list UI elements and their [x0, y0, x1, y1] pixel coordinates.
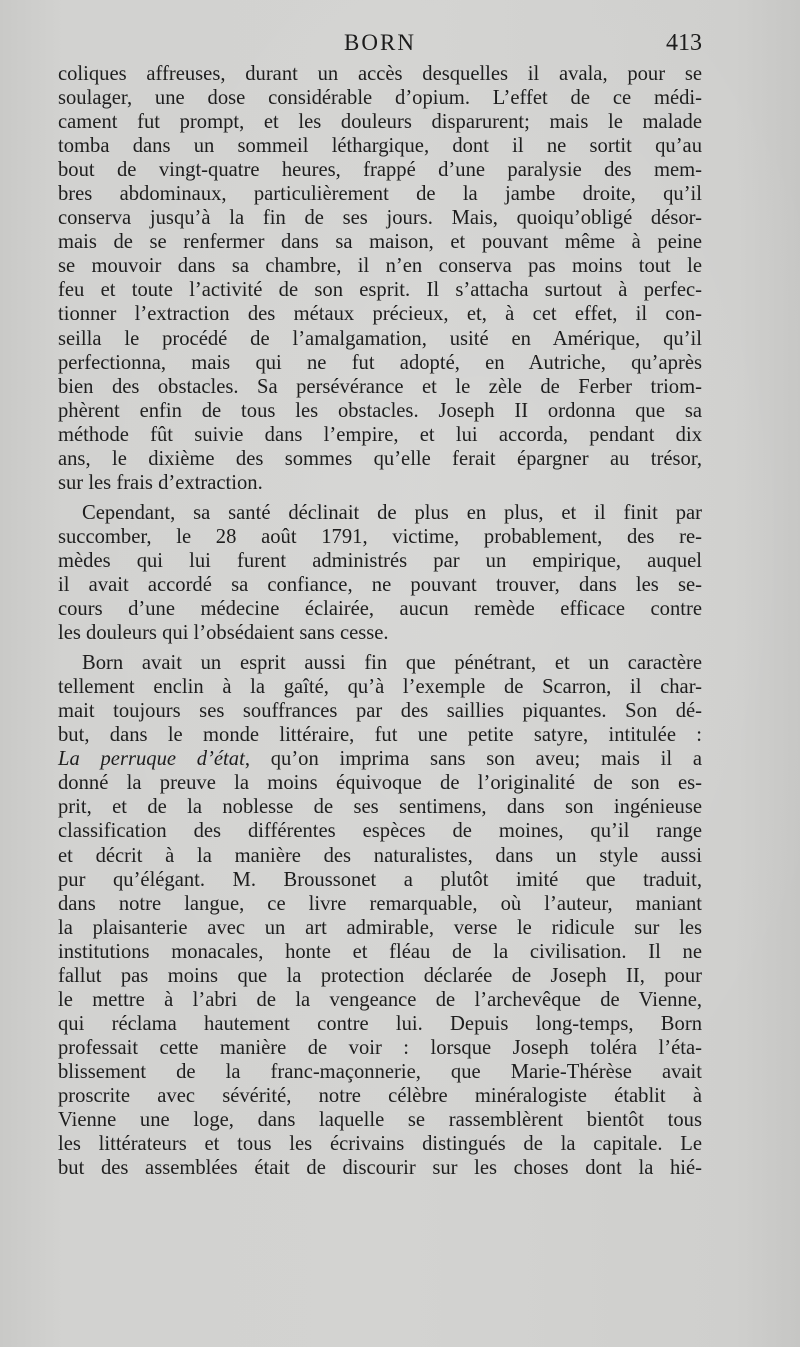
text-line: prit, et de la noblesse de ses sentimens, dans son ingénieuse — [58, 796, 702, 819]
text-line: fallut pas moins que la protection déclarée de Joseph II, pour — [58, 964, 702, 987]
text-line: proscrite avec sévérité, notre célèbre minéralogiste établit à — [58, 1084, 702, 1107]
text-line: et décrit à la manière des naturalistes, dans un style aussi — [58, 844, 702, 867]
text-line: tomba dans un sommeil léthargique, dont il ne sortit qu’au — [58, 135, 702, 158]
text-line: but, dans le monde littéraire, fut une petite satyre, intitulée : — [58, 724, 702, 747]
text-line: les littérateurs et tous les écrivains distingués de la capitale. Le — [58, 1133, 702, 1156]
text-line: bout de vingt-quatre heures, frappé d’une paralysie des mem- — [58, 159, 702, 182]
text-line: dans notre langue, ce livre remarquable, où l’auteur, maniant — [58, 892, 702, 915]
page-header — [58, 30, 702, 60]
text-line: cament fut prompt, et les douleurs disparurent; mais le malade — [58, 111, 702, 134]
text-line: blissement de la franc-maçonnerie, que Marie-Thérèse avait — [58, 1060, 702, 1083]
text-line: but des assemblées était de discourir sur les choses dont la hié- — [58, 1157, 702, 1180]
paragraph-3 — [58, 651, 702, 1180]
text-line: soulager, une dose considérable d’opium. L’effet de ce médi- — [58, 87, 702, 110]
text-line: coliques affreuses, durant un accès desquelles il avala, pour se — [58, 63, 702, 85]
text-line: tellement enclin à la gaîté, qu’à l’exemple de Scarron, il char- — [58, 676, 702, 699]
text-line: tionner l’extraction des métaux précieux, et, à cet effet, il con- — [58, 303, 702, 326]
text-line: conserva jusqu’à la fin de ses jours. Mais, quoiqu’obligé désor- — [58, 207, 702, 230]
text-line: pur qu’élégant. M. Broussonet a plutôt imité que traduit, — [58, 868, 702, 891]
text-line: mait toujours ses souffrances par des saillies piquantes. Son dé- — [58, 700, 702, 723]
text-line: ans, le dixième des sommes qu’elle ferait épargner au trésor, — [58, 447, 702, 470]
text-line: classification des différentes espèces de moines, qu’il range — [58, 820, 702, 843]
text-line: Born avait un esprit aussi fin que pénétrant, et un caractère — [82, 652, 702, 675]
text-line: sur les frais d’extraction. — [58, 471, 263, 494]
text-line: la plaisanterie avec un art admirable, verse le ridicule sur les — [58, 916, 702, 939]
text-line: il avait accordé sa confiance, ne pouvant trouver, dans les se- — [58, 573, 702, 596]
text-line-with-italic-title: La perruque d’état, qu’on imprima sans son aveu; mais il a — [58, 748, 702, 771]
text-line: feu et toute l’activité de son esprit. Il s’attacha surtout à perfec- — [58, 279, 702, 302]
text-line: cours d’une médecine éclairée, aucun remède efficace contre — [58, 598, 702, 621]
text-line: les douleurs qui l’obsédaient sans cesse. — [58, 622, 389, 645]
text-line: se mouvoir dans sa chambre, il n’en conserva pas moins tout le — [58, 255, 702, 278]
text-line: professait cette manière de voir : lorsque Joseph toléra l’éta- — [58, 1036, 702, 1059]
text-line: donné la preuve la moins équivoque de l’originalité de son es- — [58, 772, 702, 795]
text-line: bres abdominaux, particulièrement de la jambe droite, qu’il — [58, 183, 702, 206]
text-line: qui réclama hautement contre lui. Depuis long-temps, Born — [58, 1012, 702, 1035]
body-text — [58, 62, 702, 1180]
text-line: perfectionna, mais qui ne fut adopté, en Autriche, qu’après — [58, 351, 702, 374]
text-line: succomber, le 28 août 1791, victime, probablement, des re- — [58, 525, 702, 548]
page-number: 413 — [666, 30, 702, 56]
text-line: seilla le procédé de l’amalgamation, usité en Amérique, qu’il — [58, 327, 702, 350]
paragraph-2 — [58, 501, 702, 645]
text-line: méthode fût suivie dans l’empire, et lui accorda, pendant dix — [58, 423, 702, 446]
text-line: Vienne une loge, dans laquelle se rassemblèrent bientôt tous — [58, 1109, 702, 1132]
text-line: mèdes qui lui furent administrés par un empirique, auquel — [58, 549, 702, 572]
text-line: phèrent enfin de tous les obstacles. Joseph II ordonna que sa — [58, 399, 702, 422]
book-title-italic: La perruque d’état — [58, 748, 245, 771]
text-line: le mettre à l’abri de la vengeance de l’archevêque de Vienne, — [58, 988, 702, 1011]
text-line: Cependant, sa santé déclinait de plus en plus, et il finit par — [82, 501, 702, 524]
text-line: institutions monacales, honte et fléau de la civilisation. Il ne — [58, 940, 702, 963]
text-line: bien des obstacles. Sa persévérance et le zèle de Ferber triom- — [58, 375, 702, 398]
running-head: BORN — [344, 30, 416, 55]
paragraph-1 — [58, 62, 702, 495]
text-line: mais de se renfermer dans sa maison, et pouvant même à peine — [58, 231, 702, 254]
